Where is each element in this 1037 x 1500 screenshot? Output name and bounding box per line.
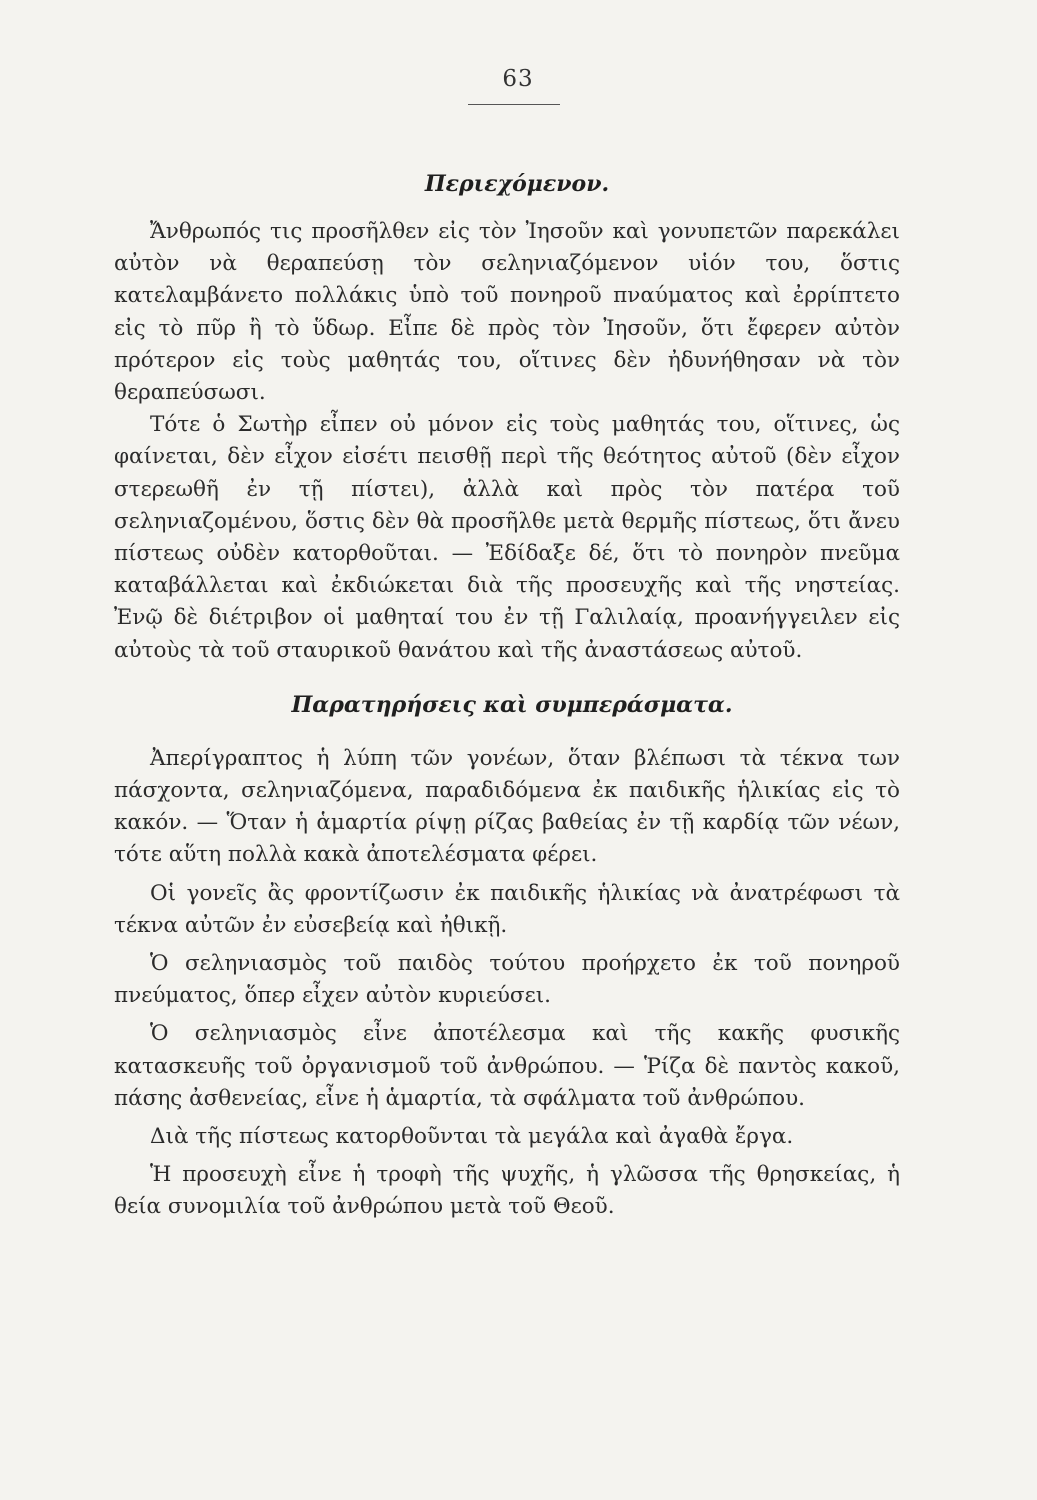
page-number-rule [468,104,560,105]
observation-paragraph-4: Ὁ σεληνιασμὸς εἶνε ἀποτέλεσμα καὶ τῆς κακῆς φυσικῆς κατασκευῆς τοῦ ὀργανισμοῦ τοῦ ἀνθρώπου. — Ῥίζα δὲ παντὸς κακοῦ, πάσης ἀσθενείας, εἶνε ἡ ἁμαρτία, τὰ σφάλματα τοῦ ἀνθρώπου. [114,1021,900,1111]
page-body [114,166,900,1224]
observation-paragraph-3: Ὁ σεληνιασμὸς τοῦ παιδὸς τούτου προήρχετο ἐκ τοῦ πονηροῦ πνεύματος, ὅπερ εἶχεν αὐτὸν κυριεύσει. [114,951,900,1009]
section-heading-contents: Περιεχόμενον. [424,171,610,197]
contents-paragraph-2: Τότε ὁ Σωτὴρ εἶπεν οὐ μόνον εἰς τοὺς μαθητάς του, οἵτινες, ὡς φαίνεται, δὲν εἶχον εἰσέτι πεισθῇ περὶ τῆς θεότητος αὐτοῦ (δὲν εἶχον στερεωθῆ ἐν τῇ πίστει), ἀλλὰ καὶ πρὸς τὸν πατέρα τοῦ σεληνιαζομένου, ὅστις δὲν θὰ προσῆλθε μετὰ θερμῆς πίστεως, ὅτι ἄνευ πίστεως οὐδὲν κατορθοῦται. — Ἐδίδαξε δέ, ὅτι τὸ πονηρὸν πνεῦμα καταβάλλεται καὶ ἐκδιώκεται διὰ τῆς προσευχῆς καὶ τῆς νηστείας. Ἐνῷ δὲ διέτριβον οἱ μαθηταί του ἐν τῇ Γαλιλαίᾳ, προανήγγειλεν εἰς αὐτοὺς τὰ τοῦ σταυρικοῦ θανάτου καὶ τῆς ἀναστάσεως αὐτοῦ. [114,412,900,663]
observation-paragraph-5: Διὰ τῆς πίστεως κατορθοῦνται τὰ μεγάλα καὶ ἀγαθὰ ἔργα. [150,1124,794,1150]
observation-paragraph-6: Ἡ προσευχὴ εἶνε ἡ τροφὴ τῆς ψυχῆς, ἡ γλῶσσα τῆς θρησκείας, ἡ θεία συνομιλία τοῦ ἀνθρώπου μετὰ τοῦ Θεοῦ. [114,1162,900,1220]
observation-paragraph-2: Οἱ γονεῖς ἂς φροντίζωσιν ἐκ παιδικῆς ἡλικίας νὰ ἀνατρέφωσι τὰ τέκνα αὐτῶν ἐν εὐσεβείᾳ καὶ ἠθικῇ. [114,880,900,938]
page-number: 63 [502,66,534,92]
observation-paragraph-1: Ἀπερίγραπτος ἡ λύπη τῶν γονέων, ὅταν βλέπωσι τὰ τέκνα των πάσχοντα, σεληνιαζόμενα, παραδιδόμενα ἐκ παιδικῆς ἡλικίας εἰς τὸ κακόν. — Ὅταν ἡ ἁμαρτία ρίψῃ ρίζας βαθείας ἐν τῇ καρδίᾳ τῶν νέων, τότε αὕτη πολλὰ κακὰ ἀποτελέσματα φέρει. [114,745,900,868]
section-heading-observations: Παρατηρήσεις καὶ συμπεράσματα. [291,691,733,718]
contents-paragraph-1: Ἄνθρωπός τις προσῆλθεν εἰς τὸν Ἰησοῦν καὶ γονυπετῶν παρεκάλει αὐτὸν νὰ θεραπεύσῃ τὸν σεληνιαζόμενον υἱόν του, ὅστις κατελαμβάνετο πολλάκις ὑπὸ τοῦ πονηροῦ πναύματος καὶ ἐρρίπτετο εἰς τὸ πῦρ ἢ τὸ ὕδωρ. Εἶπε δὲ πρὸς τὸν Ἰησοῦν, ὅτι ἔφερεν αὐτὸν πρότερον εἰς τοὺς μαθητάς του, οἵτινες δὲν ἠδυνήθησαν νὰ τὸν θεραπεύσωσι. [114,219,900,406]
